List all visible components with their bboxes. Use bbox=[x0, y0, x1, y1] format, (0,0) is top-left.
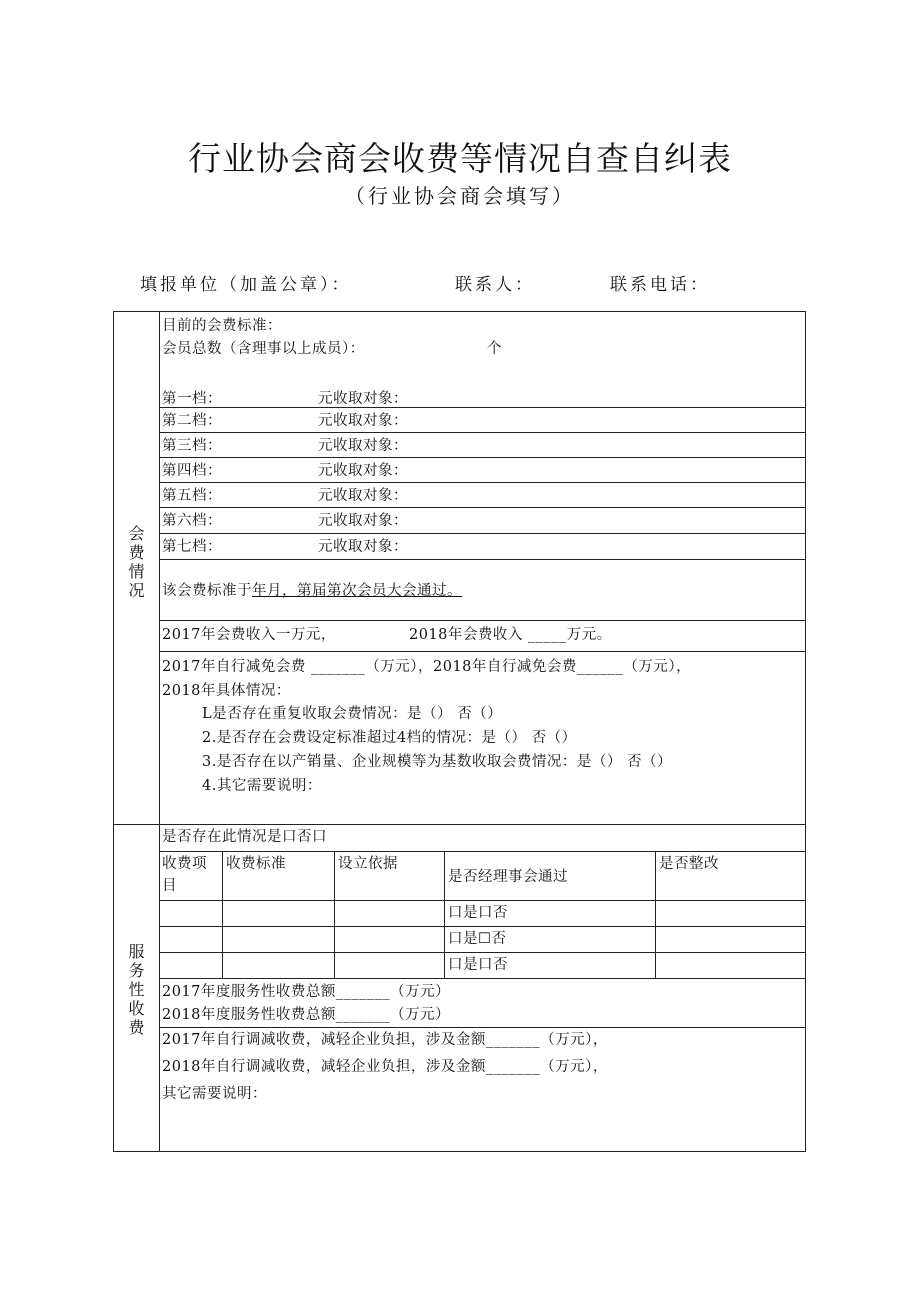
tier-7-suffix: 元收取对象： bbox=[318, 539, 408, 555]
col-line bbox=[222, 851, 223, 978]
section-divider bbox=[159, 1027, 805, 1028]
row-1-approved: 口是口否 bbox=[448, 905, 508, 921]
col-line bbox=[334, 851, 335, 978]
tier-divider bbox=[159, 482, 805, 483]
col-basis: 设立依据 bbox=[338, 856, 398, 872]
tier-divider bbox=[159, 507, 805, 508]
col-board-approved: 是否经理事会通过 bbox=[448, 869, 568, 885]
tier-1-name: 第一档： bbox=[162, 391, 222, 407]
income-2018: 2018年会费收入 _____万元。 bbox=[409, 627, 612, 643]
unit-label: 填报单位（加盖公章）： bbox=[140, 275, 352, 295]
phone-label: 联系电话： bbox=[610, 275, 710, 295]
section-divider bbox=[159, 620, 805, 621]
page-title: 行业协会商会收费等情况自查自纠表 bbox=[188, 139, 732, 178]
col-line bbox=[444, 851, 445, 978]
side-divider bbox=[159, 312, 160, 1151]
form-table bbox=[113, 311, 806, 1152]
total-members-label: 会员总数（含理事以上成员）： bbox=[162, 341, 365, 357]
col-fee-item-line2: 目 bbox=[162, 878, 177, 894]
col-line bbox=[655, 851, 656, 978]
section-divider bbox=[159, 651, 805, 652]
contact-label: 联系人： bbox=[455, 275, 535, 295]
tier-2-suffix: 元收取对象： bbox=[318, 413, 408, 429]
other-note: 其它需要说明： bbox=[162, 1086, 267, 1102]
check-item-4: 4.其它需要说明： bbox=[202, 778, 322, 794]
tier-6-suffix: 元收取对象： bbox=[318, 513, 408, 529]
row-2-approved: 口是☐否 bbox=[448, 931, 507, 947]
tier-3-suffix: 元收取对象： bbox=[318, 438, 408, 454]
adjust-2018: 2018年自行调减收费，减轻企业负担，涉及金额_______（万元）， bbox=[162, 1059, 608, 1075]
tier-divider bbox=[159, 407, 805, 408]
check-item-2: 2.是否存在会费设定标准超过4档的情况：是（） 否（） bbox=[202, 730, 577, 746]
service-total-2018: 2018年度服务性收费总额_______（万元） bbox=[162, 1007, 451, 1023]
col-fee-standard: 收费标准 bbox=[226, 856, 286, 872]
tier-2-name: 第二档： bbox=[162, 413, 222, 429]
tier-divider bbox=[159, 559, 805, 560]
table-row-line bbox=[159, 952, 805, 953]
tier-5-name: 第五档： bbox=[162, 488, 222, 504]
income-2017: 2017年会费收入一万元， bbox=[162, 627, 336, 643]
fee-standard-label: 目前的会费标准： bbox=[162, 318, 282, 334]
membership-side-label: 会 费 情 况 bbox=[128, 524, 145, 600]
tier-7-name: 第七档： bbox=[162, 539, 222, 555]
tier-divider bbox=[159, 457, 805, 458]
service-side-label: 服 务 性 收 费 bbox=[128, 942, 145, 1037]
exists-line: 是否存在此情况是口否口 bbox=[162, 829, 327, 845]
tier-divider bbox=[159, 533, 805, 534]
tier-divider bbox=[159, 432, 805, 433]
col-rectified: 是否整改 bbox=[659, 856, 719, 872]
approval-line: 该会费标准于年月，第届第次会员大会通过。 bbox=[162, 583, 462, 599]
table-header-line bbox=[159, 900, 805, 901]
col-fee-item-line1: 收费项 bbox=[162, 856, 207, 872]
reduce-line: 2017年自行减免会费 _______（万元），2018年自行减免会费______（万元）， bbox=[162, 659, 692, 675]
page-subtitle: （行业协会商会填写） bbox=[345, 184, 575, 208]
tier-1-suffix: 元收取对象： bbox=[318, 391, 408, 407]
tier-5-suffix: 元收取对象： bbox=[318, 488, 408, 504]
tier-4-name: 第四档： bbox=[162, 463, 222, 479]
service-total-2017: 2017年度服务性收费总额_______（万元） bbox=[162, 984, 451, 1000]
members-unit: 个 bbox=[487, 341, 502, 357]
detail-label: 2018年具体情况： bbox=[162, 683, 291, 699]
tier-3-name: 第三档： bbox=[162, 438, 222, 454]
tier-4-suffix: 元收取对象： bbox=[318, 463, 408, 479]
table-row-line bbox=[159, 926, 805, 927]
main-section-divider bbox=[114, 824, 805, 825]
check-item-1: L是否存在重复收取会费情况：是（） 否（） bbox=[202, 706, 503, 722]
table-bottom-line bbox=[159, 978, 805, 979]
table-top-line bbox=[159, 851, 805, 852]
row-3-approved: 口是口否 bbox=[448, 957, 508, 973]
check-item-3: 3.是否存在以产销量、企业规模等为基数收取会费情况：是（） 否（） bbox=[202, 754, 672, 770]
adjust-2017: 2017年自行调减收费，减轻企业负担，涉及金额_______（万元）， bbox=[162, 1032, 608, 1048]
tier-6-name: 第六档： bbox=[162, 513, 222, 529]
